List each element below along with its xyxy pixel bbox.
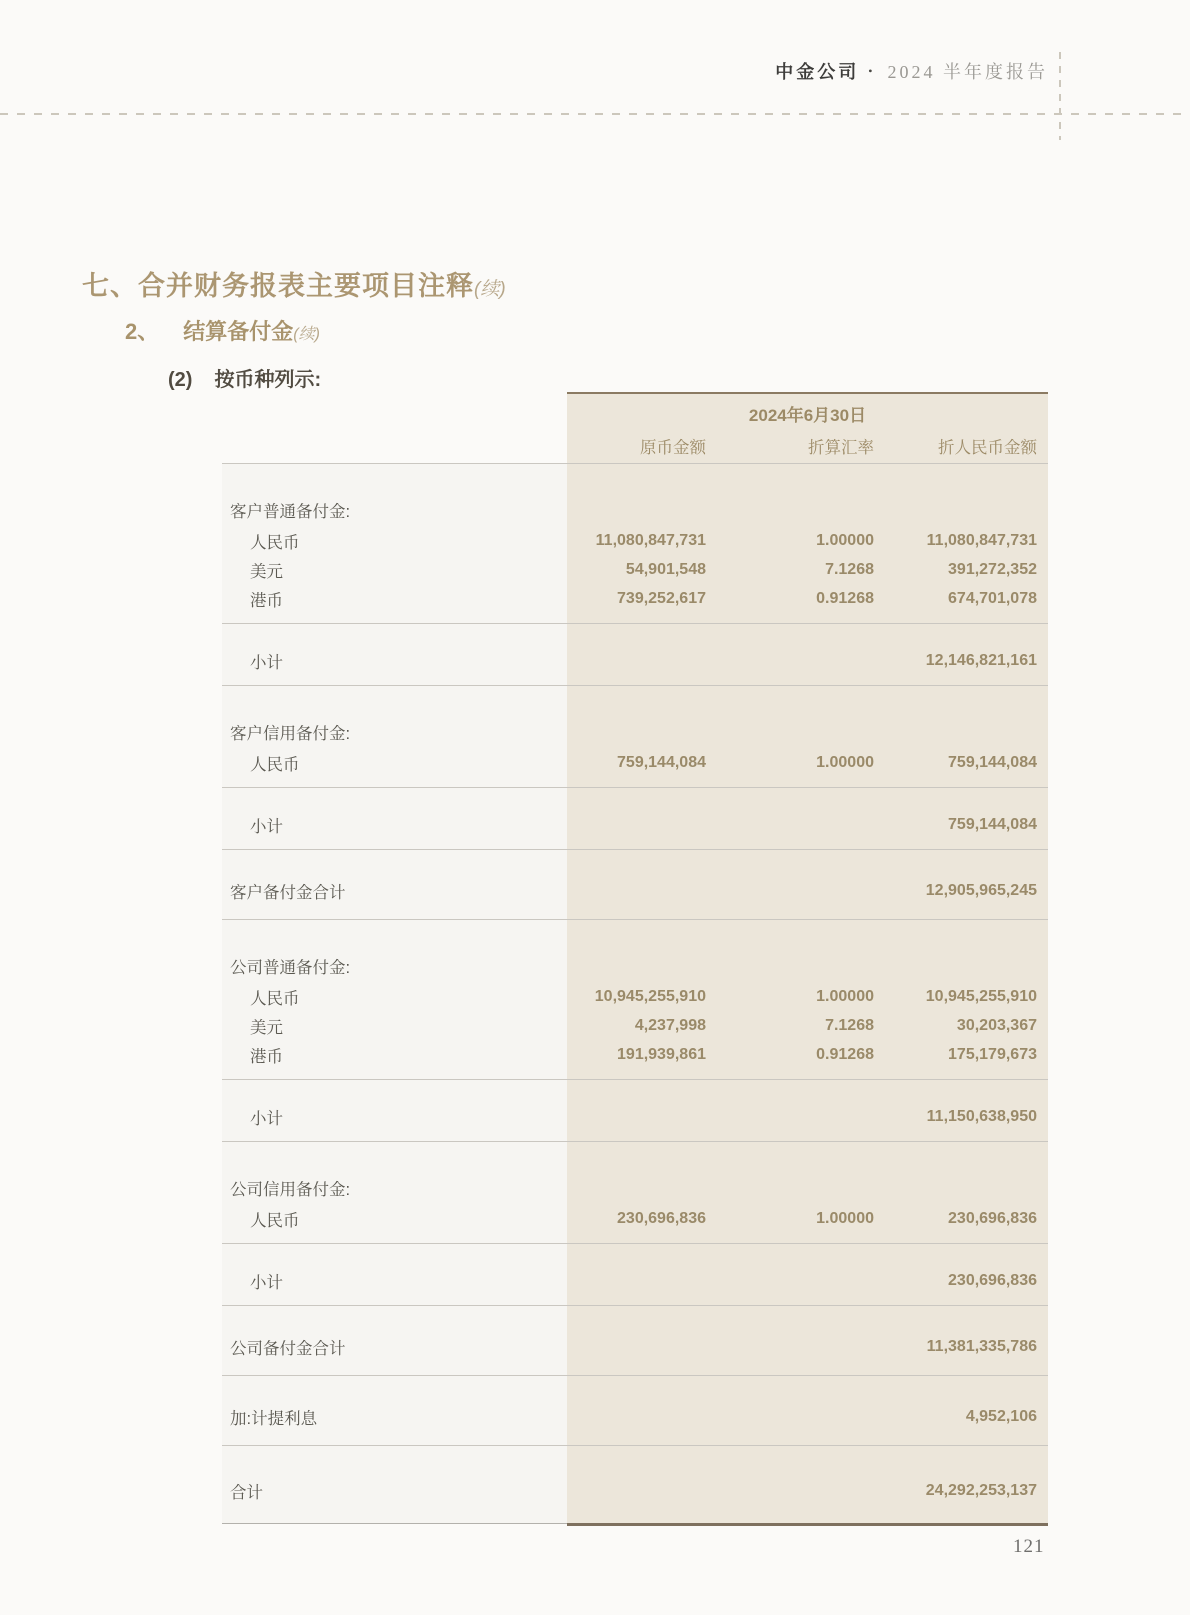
subtotal-rmb-amount: 11,150,638,950	[926, 1107, 1037, 1125]
total-row	[222, 876, 1048, 905]
currency-table	[222, 392, 1048, 1526]
original-amount: 4,237,998	[634, 1016, 706, 1034]
horizontal-dashed-rule	[0, 113, 1190, 115]
currency-label: 人民币	[250, 755, 300, 774]
subsection-title: 结算备付金	[183, 319, 294, 344]
grand-rmb-amount: 24,292,253,137	[925, 1481, 1037, 1499]
subtotal-rmb-amount: 759,144,084	[948, 815, 1037, 833]
currency-label: 港币	[250, 591, 283, 610]
exchange-rate: 1.00000	[816, 1209, 874, 1227]
table-section-grand	[222, 1445, 1048, 1523]
exchange-rate: 7.1268	[825, 560, 874, 578]
currency-label: 人民币	[250, 989, 300, 1008]
group-label-row	[222, 1172, 1048, 1204]
table-section-group	[222, 685, 1048, 787]
rmb-amount: 175,179,673	[948, 1045, 1037, 1063]
exchange-rate: 1.00000	[816, 753, 874, 771]
section-heading-suffix: (续)	[474, 279, 506, 300]
subtotal-rmb-amount: 12,146,821,161	[925, 651, 1037, 669]
subtotal-label: 小计	[250, 653, 283, 672]
currency-row	[222, 748, 1048, 777]
grand-label: 合计	[230, 1483, 263, 1502]
page-number: 121	[1013, 1536, 1045, 1557]
column-header-original: 原币金额	[640, 439, 706, 457]
total-rmb-amount: 12,905,965,245	[925, 881, 1037, 899]
group-label-row	[222, 716, 1048, 748]
table-section-subtotal	[222, 623, 1048, 685]
currency-label: 港币	[250, 1047, 283, 1066]
table-section-total	[222, 1375, 1048, 1445]
rmb-amount: 674,701,078	[948, 589, 1037, 607]
total-rmb-amount: 11,381,335,786	[926, 1337, 1037, 1355]
column-header-rmb: 折人民币金额	[938, 439, 1037, 457]
total-label: 加:计提利息	[230, 1409, 318, 1428]
group-label: 客户普通备付金:	[230, 503, 351, 521]
subsection-number: 2、	[125, 319, 160, 344]
subtotal-row	[222, 1102, 1048, 1131]
original-amount: 11,080,847,731	[595, 531, 706, 549]
section-heading	[82, 264, 506, 303]
currency-label: 美元	[250, 1018, 283, 1037]
subtotal-label: 小计	[250, 1109, 283, 1128]
original-amount: 191,939,861	[617, 1045, 706, 1063]
subtotal-row	[222, 1266, 1048, 1295]
exchange-rate: 1.00000	[816, 987, 874, 1005]
subtotal-label: 小计	[250, 817, 283, 836]
total-row	[222, 1402, 1048, 1431]
rmb-amount: 30,203,367	[956, 1016, 1037, 1034]
currency-row	[222, 584, 1048, 613]
currency-row	[222, 1204, 1048, 1233]
total-row	[222, 1332, 1048, 1361]
subtotal-label: 小计	[250, 1273, 283, 1292]
running-header	[775, 58, 1048, 84]
exchange-rate: 0.91268	[816, 1045, 874, 1063]
table-section-group	[222, 919, 1048, 1079]
currency-label: 人民币	[250, 533, 300, 552]
subsection-heading	[125, 315, 320, 346]
table-section-subtotal	[222, 787, 1048, 849]
company-name: 中金公司	[775, 62, 860, 82]
currency-label: 美元	[250, 562, 283, 581]
exchange-rate: 0.91268	[816, 589, 874, 607]
item-title: 按币种列示:	[214, 369, 322, 391]
total-label: 公司备付金合计	[230, 1339, 346, 1358]
group-label: 公司信用备付金:	[230, 1181, 351, 1199]
rmb-amount: 10,945,255,910	[925, 987, 1037, 1005]
group-label: 客户信用备付金:	[230, 725, 351, 743]
grand-row	[222, 1476, 1048, 1505]
currency-row	[222, 1040, 1048, 1069]
original-amount: 54,901,548	[625, 560, 706, 578]
bullet-separator-icon: •	[868, 63, 876, 78]
section-heading-text: 七、合并财务报表主要项目注释	[82, 271, 474, 301]
table-header	[567, 392, 1048, 463]
currency-row	[222, 982, 1048, 1011]
original-amount: 10,945,255,910	[594, 987, 706, 1005]
total-label: 客户备付金合计	[230, 883, 346, 902]
subtotal-row	[222, 646, 1048, 675]
group-label: 公司普通备付金:	[230, 959, 351, 977]
column-headers-row	[567, 429, 1048, 463]
item-heading	[168, 363, 321, 392]
original-amount: 759,144,084	[617, 753, 706, 771]
vertical-dashed-rule	[1059, 52, 1061, 140]
table-section-total	[222, 849, 1048, 919]
group-label-row	[222, 494, 1048, 526]
original-amount: 739,252,617	[617, 589, 706, 607]
rmb-amount: 11,080,847,731	[926, 531, 1037, 549]
report-title: 2024 半年度报告	[887, 62, 1048, 82]
currency-row	[222, 555, 1048, 584]
table-section-group	[222, 463, 1048, 623]
table-section-total	[222, 1305, 1048, 1375]
date-column-header: 2024年6月30日	[748, 406, 867, 425]
column-header-rate: 折算汇率	[808, 439, 874, 457]
rmb-amount: 759,144,084	[948, 753, 1037, 771]
rmb-amount: 391,272,352	[948, 560, 1037, 578]
original-amount: 230,696,836	[617, 1209, 706, 1227]
item-number: (2)	[168, 369, 193, 391]
exchange-rate: 7.1268	[825, 1016, 874, 1034]
total-rmb-amount: 4,952,106	[965, 1407, 1037, 1425]
rmb-amount: 230,696,836	[948, 1209, 1037, 1227]
subtotal-row	[222, 810, 1048, 839]
table-section-subtotal	[222, 1243, 1048, 1305]
subsection-suffix: (续)	[293, 326, 320, 343]
subtotal-rmb-amount: 230,696,836	[948, 1271, 1037, 1289]
table-section-group	[222, 1141, 1048, 1243]
currency-label: 人民币	[250, 1211, 300, 1230]
currency-row	[222, 526, 1048, 555]
table-section-subtotal	[222, 1079, 1048, 1141]
exchange-rate: 1.00000	[816, 531, 874, 549]
currency-row	[222, 1011, 1048, 1040]
table-bottom-rule	[222, 1523, 1048, 1526]
group-label-row	[222, 950, 1048, 982]
table-body	[222, 463, 1048, 1523]
